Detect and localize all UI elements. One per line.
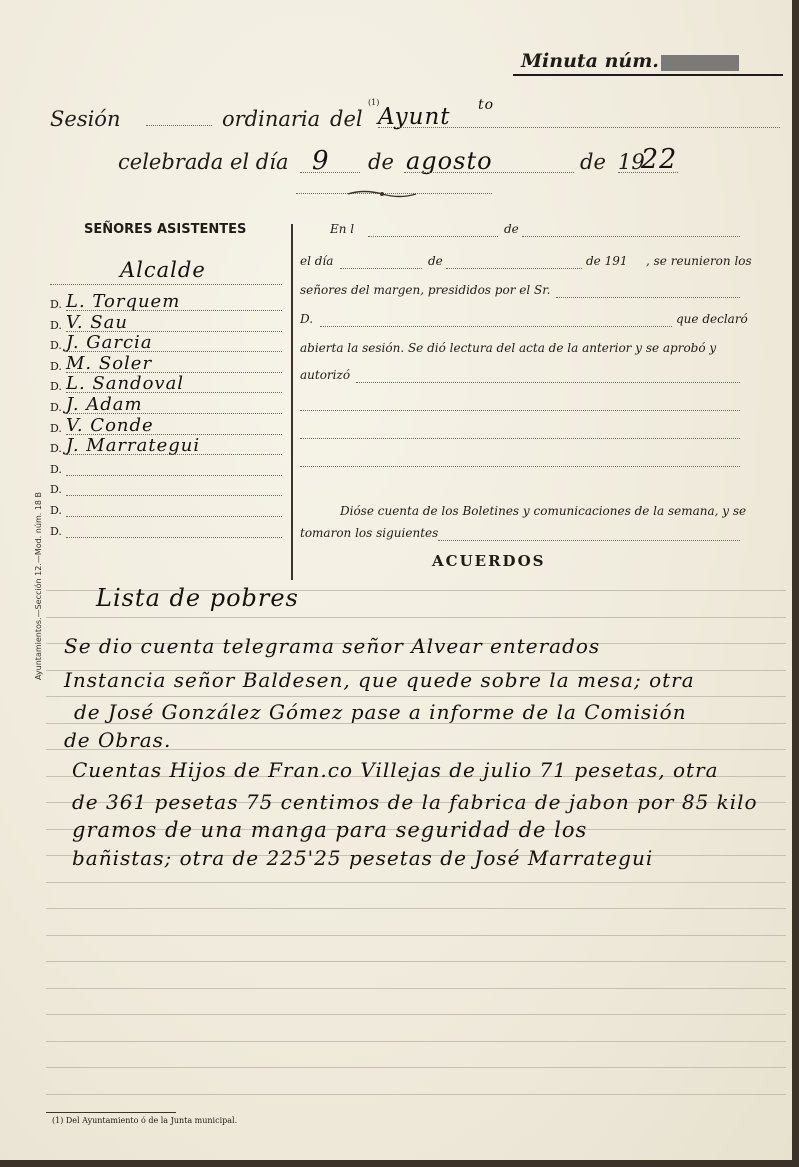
asistentes-heading: SEÑORES ASISTENTES (84, 222, 247, 237)
footnote: (1) Del Ayuntamiento ó de la Junta municipal. (52, 1116, 238, 1125)
asistente-prefix: D. (50, 359, 62, 373)
handwritten-line: de Obras. (64, 728, 172, 752)
acta-line2-de: de (428, 254, 443, 268)
title-year-printed: 19 (618, 150, 645, 174)
acta-line5: abierta la sesión. Se dió lectura del acta de la anterior y se aprobó y (300, 341, 717, 355)
handwritten-line: Cuentas Hijos de Fran.co Villejas de julio 71 pesetas, otra (72, 758, 719, 782)
asistente-prefix: D. (50, 504, 62, 517)
acta-line1-de: de (504, 222, 519, 236)
asistente-name: J. Garcia (66, 332, 153, 354)
asistente-name: J. Marrategui (66, 435, 201, 457)
acuerdos-heading: ACUERDOS (432, 552, 546, 570)
acta-line4-rest: que declaró (676, 312, 748, 326)
asistente-prefix: D. (50, 380, 62, 394)
title-sesion: Sesión (50, 107, 121, 131)
asistente-prefix: D. (50, 318, 62, 332)
title-de1: de (368, 150, 394, 174)
asistente-prefix: D. (50, 442, 62, 456)
minuta-number-box (513, 48, 783, 74)
title-footnote-mark: (1) (368, 98, 380, 107)
ornament-divider (346, 189, 418, 199)
asistente-name: M. Soler (66, 352, 153, 374)
title-celebrada: celebrada el día (118, 150, 289, 174)
asistente-name: J. Adam (66, 394, 143, 415)
acta-line1-en: En l (330, 222, 355, 236)
asistente-name: V. Conde (66, 414, 154, 436)
asistente-prefix: D. (50, 401, 62, 414)
asistente-prefix: D. (50, 462, 62, 476)
alcalde-label: Alcalde (120, 258, 206, 282)
title-ordinaria: ordinaria (222, 107, 321, 131)
asistente-name: L. Sandoval (66, 373, 185, 395)
handwritten-line: de José González Gómez pase a informe de la Comisión (74, 700, 687, 724)
acta-line6: autorizó (300, 368, 351, 382)
handwritten-line: Instancia señor Baldesen, que quede sobre la mesa; otra (64, 668, 695, 692)
handwritten-line: bañistas; otra de 225'25 pesetas de José Marrategui (72, 846, 654, 870)
title-del: del (330, 107, 363, 131)
asistente-prefix: D. (50, 298, 62, 311)
title-year-handwritten: 22 (641, 144, 678, 175)
handwritten-line: Se dio cuenta telegrama señor Alvear enterados (64, 634, 601, 658)
asistente-name: V. Sau (66, 311, 128, 333)
title-month: agosto (406, 147, 493, 175)
title-del-handwritten: Ayunt (378, 104, 451, 130)
asistente-prefix: D. (50, 483, 62, 497)
minuta-label: Minuta núm. (521, 50, 659, 72)
handwritten-line: Lista de pobres (96, 584, 299, 612)
acta-line8: tomaron los siguientes (300, 526, 439, 540)
acta-line2-rest: , se reunieron los (646, 254, 752, 268)
acta-line2-year: de 191 (586, 254, 628, 268)
acta-line2-dia: el día (300, 254, 334, 268)
acta-line3: señores del margen, presididos por el Sr. (300, 283, 551, 297)
handwritten-line: gramos de una manga para seguridad de los (72, 818, 588, 842)
title-day: 9 (312, 146, 330, 176)
asistente-prefix: D. (50, 421, 62, 435)
title-de2: de (580, 150, 606, 174)
handwritten-line: de 361 pesetas 75 centimos de la fabrica de jabon por 85 kilo (72, 790, 758, 814)
acta-line7: Dióse cuenta de los Boletines y comunicaciones de la semana, y se (340, 504, 747, 518)
acta-line4-d: D. (300, 312, 314, 326)
minuta-number-redacted (661, 55, 739, 71)
asistente-prefix: D. (50, 339, 62, 353)
margin-printed-text: Ayuntamientos.—Sección 12.—Mod. núm. 18 B (34, 491, 43, 680)
asistente-prefix: D. (50, 524, 62, 538)
title-del-handwritten-sup: to (478, 97, 495, 113)
column-divider (291, 224, 293, 580)
asistente-name: L. Torquem (66, 291, 181, 312)
